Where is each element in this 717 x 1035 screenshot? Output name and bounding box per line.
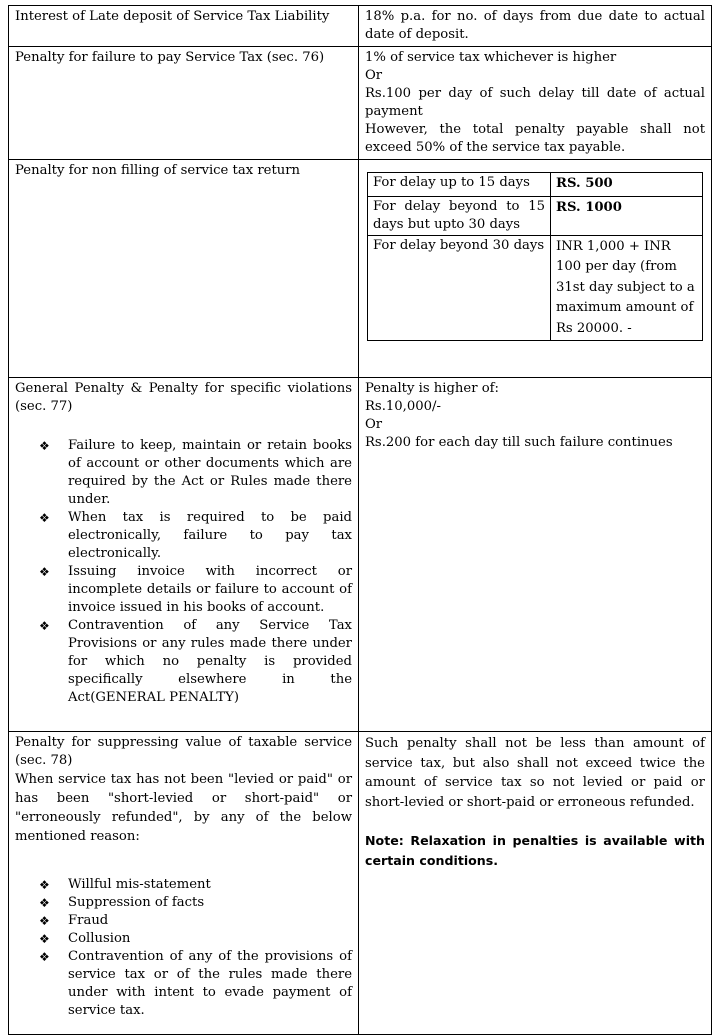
- violations-list: [15, 437, 352, 707]
- late-filing-amount: RS. 1000: [551, 196, 703, 235]
- row5-value: [359, 732, 712, 1035]
- diamond-bullet-icon: ❖: [39, 878, 50, 892]
- suppression-reasons-list: [15, 876, 352, 1020]
- row2-line: However, the total penalty payable shall not exceed 50% of the service tax payable.: [365, 122, 705, 155]
- diamond-bullet-icon: ❖: [39, 932, 50, 946]
- late-filing-period: For delay beyond to 15 days but upto 30 days: [368, 196, 551, 235]
- list-item: ❖ Contravention of any of the provisions of service tax or of the rules made there under with intent to evade payment of service tax.: [39, 949, 352, 1018]
- table-row: [9, 732, 712, 1035]
- row4-value: [359, 378, 712, 732]
- late-filing-amount: RS. 500: [551, 173, 703, 197]
- late-filing-period: For delay up to 15 days: [368, 173, 551, 197]
- table-row: [9, 47, 712, 160]
- table-row: [9, 6, 712, 47]
- penalty-table: [8, 5, 712, 1035]
- row2-line: Or: [365, 68, 383, 83]
- late-filing-table: [367, 172, 703, 341]
- late-filing-amount: INR 1,000 + INR 100 per day (from 31st day subject to a maximum amount of Rs 20000. -: [551, 235, 703, 341]
- late-filing-row: [368, 235, 703, 341]
- list-item: ❖ Fraud: [39, 913, 109, 928]
- late-filing-row: [368, 196, 703, 235]
- list-item: ❖ Issuing invoice with incorrect or incomplete details or failure to account of invoice issued in his books of account.: [39, 564, 352, 615]
- list-item: ❖ When tax is required to be paid electronically, failure to pay tax electronically.: [39, 510, 352, 561]
- diamond-bullet-icon: ❖: [39, 565, 50, 579]
- diamond-bullet-icon: ❖: [39, 950, 50, 964]
- row5-description: When service tax has not been "levied or paid" or has been "short-levied or short-paid" or "erroneously refunded", by any of the below mentioned reason:: [15, 772, 352, 844]
- row4-line: Rs.10,000/-: [365, 399, 441, 414]
- late-filing-row: [368, 173, 703, 197]
- list-item: ❖ Willful mis-statement: [39, 877, 211, 892]
- row1-value: 18% p.a. for no. of days from due date to actual date of deposit.: [359, 6, 712, 47]
- row3-value: [359, 160, 712, 378]
- row5-penalty-text: Such penalty shall not be less than amount of service tax, but also shall not exceed twice the amount of service tax so not levied or paid or short-levied or short-paid or erroneous refunded.: [365, 736, 705, 810]
- row4-line: Rs.200 for each day till such failure continues: [365, 435, 673, 450]
- row5-note: Note: Relaxation in penalties is available with certain conditions.: [365, 833, 705, 868]
- row2-line: 1% of service tax whichever is higher: [365, 50, 617, 65]
- table-row: [9, 378, 712, 732]
- diamond-bullet-icon: ❖: [39, 914, 50, 928]
- row4-title: General Penalty & Penalty for specific violations (sec. 77): [15, 381, 352, 414]
- list-item: ❖ Suppression of facts: [39, 895, 205, 910]
- row5-label: [9, 732, 359, 1035]
- list-item: ❖ Contravention of any Service Tax Provisions or any rules made there under for which no penalty is provided specifically elsewhere in the Act(GENERAL PENALTY): [39, 618, 352, 705]
- late-filing-period: For delay beyond 30 days: [368, 235, 551, 341]
- row2-label: Penalty for failure to pay Service Tax (sec. 76): [9, 47, 359, 160]
- diamond-bullet-icon: ❖: [39, 896, 50, 910]
- list-item: ❖ Failure to keep, maintain or retain books of account or other documents which are required by the Act or Rules made there under.: [39, 438, 352, 507]
- row4-line: Penalty is higher of:: [365, 381, 499, 396]
- row4-label: [9, 378, 359, 732]
- table-row: [9, 160, 712, 378]
- row2-line: Rs.100 per day of such delay till date of actual payment: [365, 86, 705, 119]
- list-item: ❖ Collusion: [39, 931, 131, 946]
- row2-value: [359, 47, 712, 160]
- row4-line: Or: [365, 417, 383, 432]
- row1-label: Interest of Late deposit of Service Tax Liability: [9, 6, 359, 47]
- diamond-bullet-icon: ❖: [39, 511, 50, 525]
- diamond-bullet-icon: ❖: [39, 619, 50, 633]
- row3-label: Penalty for non filling of service tax return: [9, 160, 359, 378]
- diamond-bullet-icon: ❖: [39, 439, 50, 453]
- row5-title: Penalty for suppressing value of taxable service (sec. 78): [15, 735, 352, 768]
